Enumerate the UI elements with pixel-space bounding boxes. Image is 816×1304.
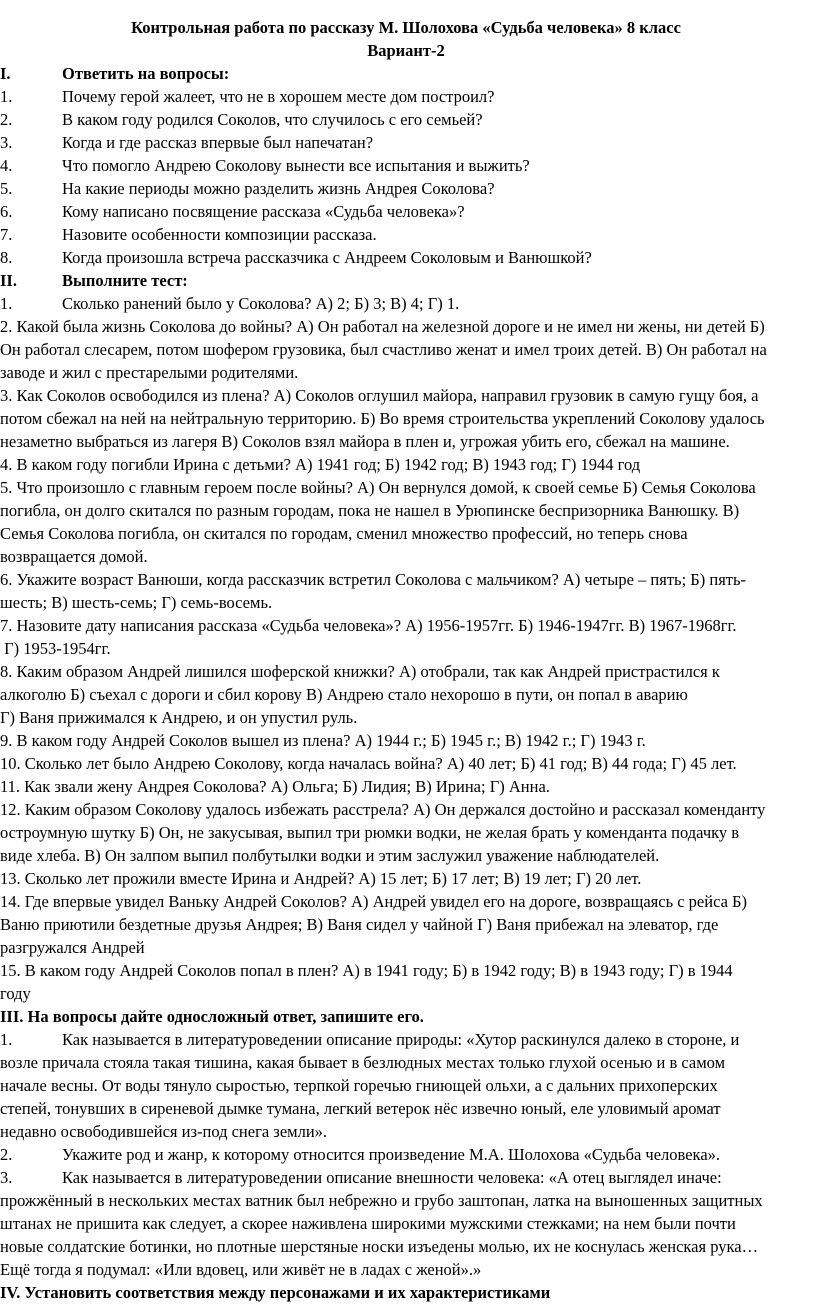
text-line: 4. В каком году погибли Ирина с детьми? А) 1941 год; Б) 1942 год; В) 1943 год; Г) 1944 год xyxy=(0,455,641,474)
text-line: году xyxy=(0,984,31,1003)
text-line: 8. Каким образом Андрей лишился шоферской книжки? А) отобрали, так как Андрей пристрастился к xyxy=(0,662,720,681)
question-item xyxy=(0,131,812,154)
text-line: 7. Назовите дату написания рассказа «Судьба человека»? А) 1956-1957гг. Б) 1946-1947гг. В) 1967-1968гг. xyxy=(0,616,737,635)
question-item xyxy=(0,108,812,131)
text-line: 15. В каком году Андрей Соколов попал в плен? А) в 1941 году; Б) в 1942 году; В) в 1943 году; Г) в 1944 xyxy=(0,961,733,980)
section-1-questions xyxy=(0,85,812,269)
question-text: Когда произошла встреча рассказчика с Андреем Соколовым и Ванюшкой? xyxy=(62,248,592,267)
question-number: 5. xyxy=(0,179,13,198)
text-line: Ещё тогда я подумал: «Или вдовец, или живёт не в ладах с женой».» xyxy=(0,1260,482,1279)
text-line: потом сбежал на ней на нейтральную территорию. Б) Во время строительства укреплений Соколову удалось xyxy=(0,409,765,428)
document-page xyxy=(0,16,812,1304)
open-question-3 xyxy=(0,1166,812,1189)
question-number: 8. xyxy=(0,248,13,267)
text-line: 5. Что произошло с главным героем после войны? А) Он вернулся домой, к своей семье Б) Семья Соколова xyxy=(0,478,756,497)
question-item xyxy=(0,154,812,177)
text-line: алкоголю Б) съехал с дороги и сбил корову В) Андрею стало нехорошо в пути, он попал в аварию xyxy=(0,685,688,704)
text-line: остроумную шутку Б) Он, не закусывая, выпил три рюмки водки, не желая брать у коменданта подачку в xyxy=(0,823,740,842)
question-number: 2. xyxy=(0,1145,13,1164)
text-line: незаметно выбраться из лагеря В) Соколов взял майора в плен и, угрожая убить его, сбежал на машине. xyxy=(0,432,730,451)
text-line: 6. Укажите возраст Ванюши, когда рассказчик встретил Соколова с мальчиком? А) четыре – пять; Б) пять- xyxy=(0,570,747,589)
question-text: Когда и где рассказ впервые был напечатан? xyxy=(62,133,374,152)
test-question-1 xyxy=(0,292,812,315)
question-text: Что помогло Андрею Соколову вынести все испытания и выжить? xyxy=(62,156,530,175)
text-line: 3. Как Соколов освободился из плена? А) Соколов оглушил майора, направил грузовик в самую гущу боя, а xyxy=(0,386,759,405)
text-line: прожжённый в нескольких местах ватник был небрежно и грубо заштопан, латка на выношенных защитных xyxy=(0,1191,763,1210)
text-line: шесть; В) шесть-семь; Г) семь-восемь. xyxy=(0,593,273,612)
question-text: Сколько ранений было у Соколова? А) 2; Б) 3; В) 4; Г) 1. xyxy=(62,294,460,313)
text-line: 9. В каком году Андрей Соколов вышел из плена? А) 1944 г.; Б) 1945 г.; В) 1942 г.; Г) 1943 г. xyxy=(0,731,646,750)
section-2-heading xyxy=(0,269,812,292)
question-number: 3. xyxy=(0,1168,13,1187)
section-title: Выполните тест: xyxy=(62,271,188,290)
question-number: 2. xyxy=(0,110,13,129)
document-title: Контрольная работа по рассказу М. Шолохова «Судьба человека» 8 класс xyxy=(131,18,681,37)
open-question-1 xyxy=(0,1028,812,1051)
question-text: В каком году родился Соколов, что случилось с его семьей? xyxy=(62,110,483,129)
question-item xyxy=(0,85,812,108)
section-number: II. xyxy=(0,271,17,290)
text-line: Г) 1953-1954гг. xyxy=(0,639,111,658)
text-line: Семья Соколова погибла, он скитался по городам, сменил множество профессий, но теперь снова xyxy=(0,524,688,543)
question-number: 4. xyxy=(0,156,13,175)
text-line: 14. Где впервые увидел Ваньку Андрей Соколов? А) Андрей увидел его на дороге, возвращаясь с рейса Б) xyxy=(0,892,748,911)
text-line: возле причала стояла такая тишина, какая бывает в безлюдных местах только глухой осенью и в самом xyxy=(0,1053,726,1072)
question-text: Укажите род и жанр, к которому относится произведение М.А. Шолохова «Судьба человека». xyxy=(62,1145,721,1164)
question-text: Как называется в литературоведении описание природы: «Хутор раскинулся далеко в стороне, и xyxy=(62,1030,740,1049)
text-line: начале весны. От воды тянуло сыростью, терпкой горечью гниющей ольхи, а с дальних прихоперских xyxy=(0,1076,718,1095)
section-1-heading xyxy=(0,62,812,85)
text-line: 12. Каким образом Соколову удалось избежать расстрела? А) Он держался достойно и рассказал коменданту xyxy=(0,800,766,819)
question-number: 1. xyxy=(0,294,13,313)
text-line: Он работал слесарем, потом шофером грузовика, был счастливо женат и имел троих детей. В) Он работал на xyxy=(0,340,767,359)
text-line: Г) Ваня прижимался к Андрею, и он упустил руль. xyxy=(0,708,358,727)
section-number: I. xyxy=(0,64,11,83)
question-text: Кому написано посвящение рассказа «Судьба человека»? xyxy=(62,202,465,221)
text-line: 13. Сколько лет прожили вместе Ирина и Андрей? А) 15 лет; Б) 17 лет; В) 19 лет; Г) 20 лет. xyxy=(0,869,642,888)
text-line: Ваню приютили бездетные друзья Андрея; В) Ваня сидел у чайной Г) Ваня прибежал на элеватор, где xyxy=(0,915,719,934)
question-number: 1. xyxy=(0,1030,13,1049)
open-question-2 xyxy=(0,1143,812,1166)
question-number: 1. xyxy=(0,87,13,106)
section-4-heading: IV. Установить соответствия между персонажами и их характеристиками xyxy=(0,1283,551,1302)
question-text: Назовите особенности композиции рассказа. xyxy=(62,225,377,244)
question-item xyxy=(0,223,812,246)
section-title: Ответить на вопросы: xyxy=(62,64,230,83)
text-line: штанах не пришита как следует, а скорее наживлена широкими мужскими стежками; на нем были почти xyxy=(0,1214,736,1233)
question-item xyxy=(0,177,812,200)
text-line: новые солдатские ботинки, но плотные шерстяные носки изъедены молью, их не коснулась женская рука… xyxy=(0,1237,759,1256)
text-line: погибла, он долго скитался по разным городам, пока не нашел в Урюпинске беспризорника Ванюшку. В) xyxy=(0,501,740,520)
question-number: 6. xyxy=(0,202,13,221)
question-number: 7. xyxy=(0,225,13,244)
question-text: Почему герой жалеет, что не в хорошем месте дом построил? xyxy=(62,87,495,106)
text-line: виде хлеба. В) Он залпом выпил полбутылки водки и этим заслужил уважение наблюдателей. xyxy=(0,846,660,865)
text-line: степей, тонувших в сиреневой дымке тумана, легкий ветерок нёс извечно юный, еле уловимый аромат xyxy=(0,1099,721,1118)
question-text: Как называется в литературоведении описание внешности человека: «А отец выглядел иначе: xyxy=(62,1168,722,1187)
text-line: 10. Сколько лет было Андрею Соколову, когда началась война? А) 40 лет; Б) 41 год; В) 44 года; Г) 45 лет. xyxy=(0,754,737,773)
question-number: 3. xyxy=(0,133,13,152)
question-item xyxy=(0,200,812,223)
section-3-heading: III. На вопросы дайте односложный ответ, запишите его. xyxy=(0,1007,424,1026)
text-line: заводе и жил с престарелыми родителями. xyxy=(0,363,299,382)
text-line: 11. Как звали жену Андрея Соколова? А) Ольга; Б) Лидия; В) Ирина; Г) Анна. xyxy=(0,777,550,796)
question-text: На какие периоды можно разделить жизнь Андрея Соколова? xyxy=(62,179,495,198)
test-questions xyxy=(0,315,812,1005)
variant-label: Вариант-2 xyxy=(367,41,445,60)
text-line: 2. Какой была жизнь Соколова до войны? А) Он работал на железной дороге и не имел ни жены, ни детей Б) xyxy=(0,317,765,336)
text-line: возвращается домой. xyxy=(0,547,148,566)
question-item xyxy=(0,246,812,269)
text-line: недавно освободившейся из-под снега земли». xyxy=(0,1122,328,1141)
text-line: разгружался Андрей xyxy=(0,938,145,957)
